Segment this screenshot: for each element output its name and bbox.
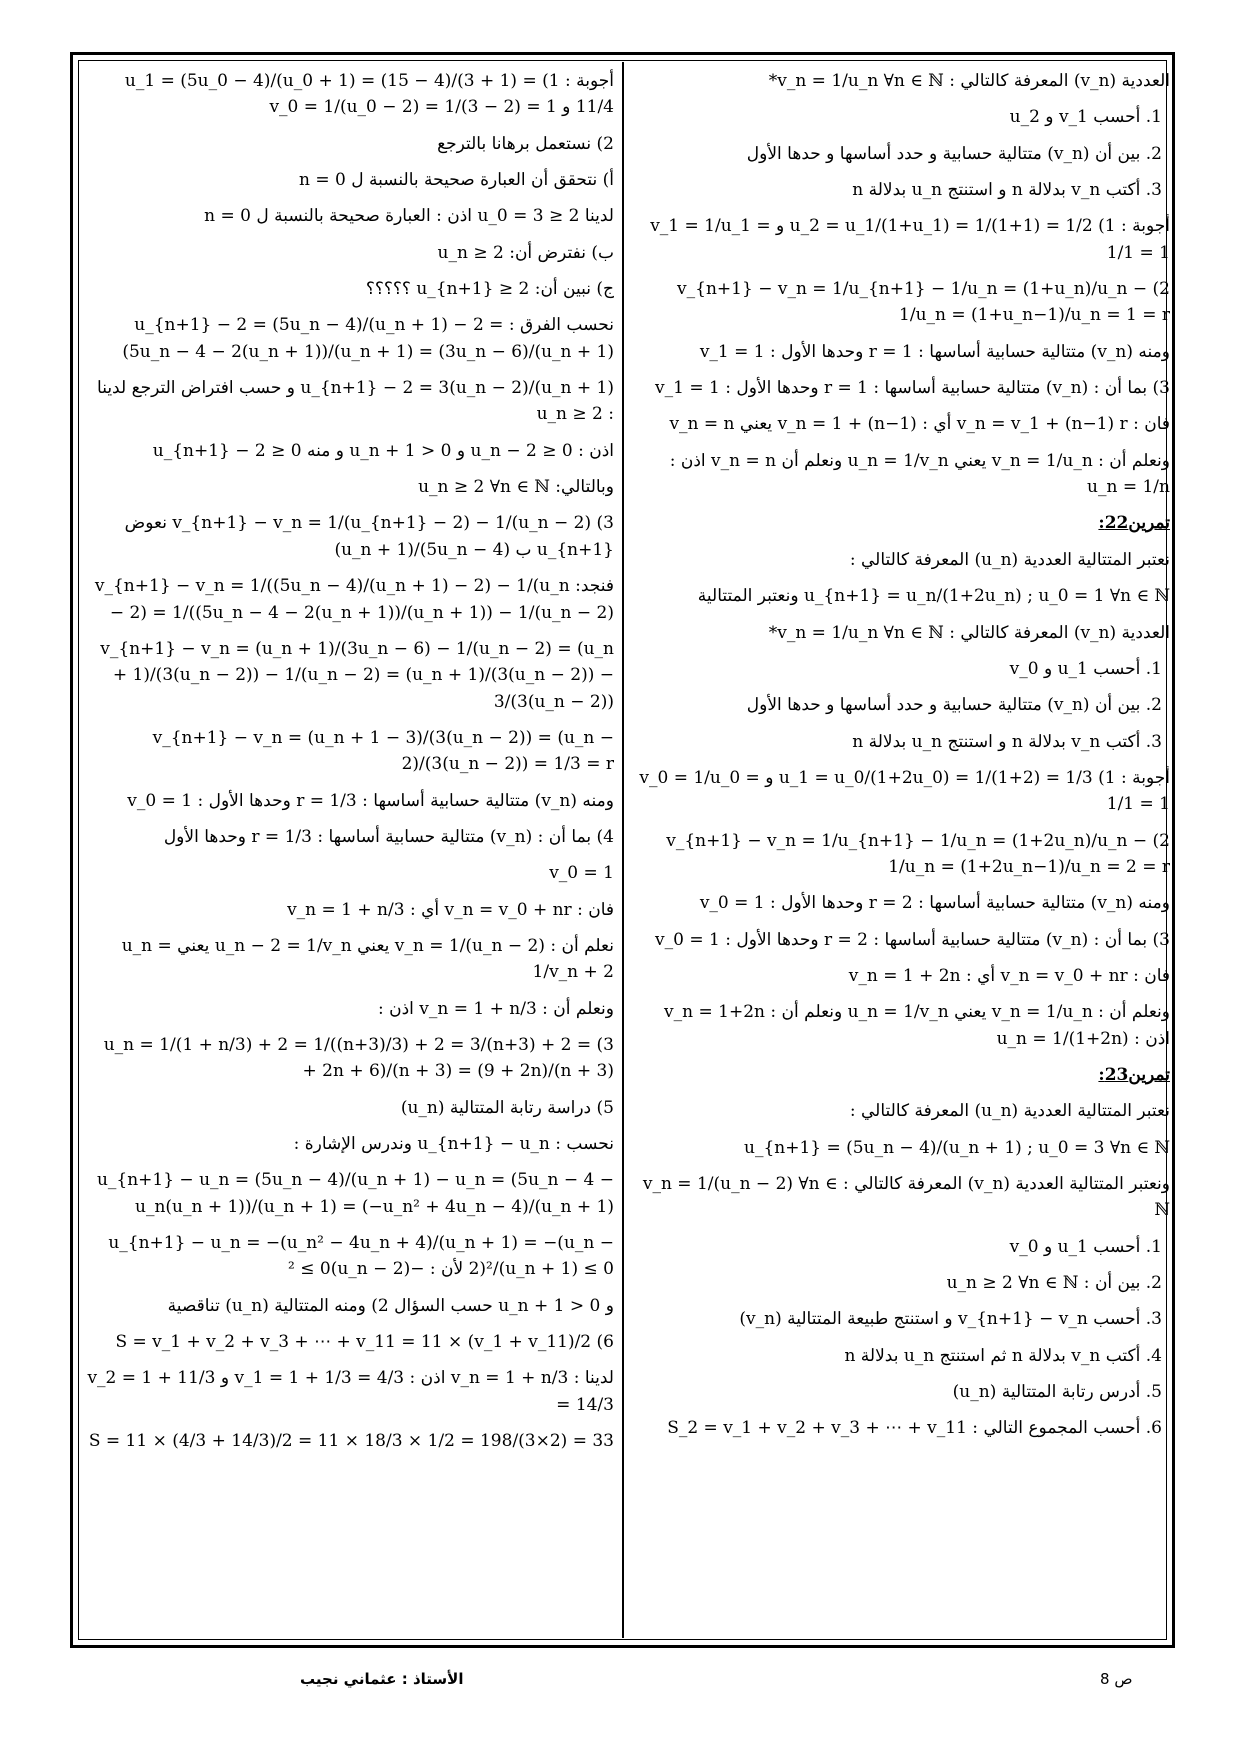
question-line: 6. أحسب المجموع التالي : S_2 = v_1 + v_2 + v_3 + ⋯ + v_11 bbox=[667, 1418, 1162, 1439]
exercise-title: تمرين22: bbox=[1098, 513, 1170, 534]
question-line: 4. أكتب v_n بدلالة n ثم استنتج u_n بدلالة n bbox=[844, 1345, 1162, 1366]
right-column bbox=[636, 68, 1170, 1452]
answer-line: لدينا : v_n = 1 + n/3 اذن : v_1 = 1 + 1/3 = 4/3 و v_2 = 1 + 11/3 = 14/3 bbox=[87, 1368, 614, 1415]
question-line: 3. أكتب v_n بدلالة n و استنتج u_n بدلالة n bbox=[852, 731, 1162, 752]
answer-line: u_{n+1} − u_n = (5u_n − 4)/(u_n + 1) − u_n = (5u_n − 4 − u_n(u_n + 1))/(u_n + 1) = (−u_n² + 4u_n − 4)/(u_n + 1) bbox=[96, 1170, 614, 1217]
exercise-title: تمرين23: bbox=[1098, 1064, 1170, 1085]
answer-line: 4) بما أن : (v_n) متتالية حسابية أساسها : r = 1/3 وحدها الأول bbox=[163, 826, 614, 847]
answer-line: 3) v_{n+1} − v_n = 1/(u_{n+1} − 2) − 1/(u_n − 2) نعوض u_{n+1} ب (5u_n − 4)/(u_n + 1) bbox=[124, 513, 614, 560]
answer-line: 3) بما أن : (v_n) متتالية حسابية أساسها : r = 2 وحدها الأول : v_0 = 1 bbox=[655, 929, 1170, 950]
question-line: 3. أكتب v_n بدلالة n و استنتج u_n بدلالة n bbox=[852, 180, 1162, 201]
answer-line: ومنه (v_n) متتالية حسابية أساسها : r = 2 وحدها الأول : v_0 = 1 bbox=[699, 893, 1170, 914]
answer-line: u_{n+1} − 2 = 3(u_n − 2)/(u_n + 1) و حسب افتراض الترجع لدينا : u_n ≥ 2 bbox=[97, 378, 614, 425]
answer-line: ومنه (v_n) متتالية حسابية أساسها : r = 1/3 وحدها الأول : v_0 = 1 bbox=[127, 790, 614, 811]
column-divider bbox=[622, 62, 624, 1638]
text-line: نعتبر المتتالية العددية (u_n) المعرفة كالتالي : bbox=[849, 549, 1170, 570]
answer-line: v_{n+1} − v_n = (u_n + 1 − 3)/(3(u_n − 2)) = (u_n − 2)/(3(u_n − 2)) = 1/3 = r bbox=[152, 727, 614, 775]
answer-line: أجوبة : 1) u_2 = u_1/(1+u_1) = 1/(1+1) = 1/2 و v_1 = 1/u_1 = 1/1 = 1 bbox=[650, 216, 1170, 263]
answer-line: أجوبة : 1) u_1 = (5u_0 − 4)/(u_0 + 1) = (15 − 4)/(3 + 1) = 11/4 و v_0 = 1/(u_0 − 2) = 1/(3 − 2) = 1 bbox=[124, 71, 614, 118]
question-line: 5. أدرس رتابة المتتالية (u_n) bbox=[952, 1382, 1162, 1403]
answer-line: فان : v_n = v_0 + nr أي : v_n = 1 + n/3 bbox=[287, 899, 614, 920]
answer-line: ونعلم أن : v_n = 1 + n/3 اذن : bbox=[377, 998, 614, 1019]
answer-line: u_n = 1/(1 + n/3) + 2 = 1/((n+3)/3) + 2 = 3/(n+3) + 2 = (3 + 2n + 6)/(n + 3) = (9 + 2n)/(n + 3) bbox=[103, 1034, 614, 1082]
answer-line: نحسب الفرق : u_{n+1} − 2 = (5u_n − 4)/(u_n + 1) − 2 = (5u_n − 4 − 2(u_n + 1))/(u_n + 1) = (3u_n − 6)/(u_n + 1) bbox=[122, 315, 614, 362]
answer-line: و u_n + 1 > 0 حسب السؤال 2) ومنه المتتالية (u_n) تناقصية bbox=[167, 1295, 614, 1316]
answer-line: 3) بما أن : (v_n) متتالية حسابية أساسها : r = 1 وحدها الأول : v_1 = 1 bbox=[655, 378, 1170, 399]
text-line: نعتبر المتتالية العددية (u_n) المعرفة كالتالي : bbox=[849, 1101, 1170, 1122]
answer-line: v_{n+1} − v_n = (u_n + 1)/(3u_n − 6) − 1/(u_n − 2) = (u_n + 1)/(3(u_n − 2)) − 1/(u_n − 2) = (u_n + 1)/(3(u_n − 2)) − 3/(3(u_n − 2)) bbox=[100, 638, 614, 712]
question-line: 2. بين أن : u_n ≥ 2 ∀n ∈ ℕ bbox=[946, 1273, 1162, 1294]
answer-line: فان : v_n = v_1 + (n−1) r أي : v_n = 1 + (n−1) يعني v_n = n bbox=[669, 414, 1170, 435]
answer-line: أجوبة : 1) u_1 = u_0/(1+2u_0) = 1/(1+2) = 1/3 و v_0 = 1/u_0 = 1/1 = 1 bbox=[639, 767, 1170, 815]
question-line: 2. بين أن (v_n) متتالية حسابية و حدد أساسها و حدها الأول bbox=[746, 143, 1162, 164]
answer-line: ب) نفترض أن: u_n ≥ 2 bbox=[437, 242, 614, 263]
answer-line: 2) نستعمل برهانا بالترجع bbox=[437, 133, 614, 154]
answer-line: ونعلم أن : v_n = 1/u_n يعني u_n = 1/v_n ونعلم أن : v_n = 1+2n اذن : u_n = 1/(1+2n) bbox=[664, 1002, 1170, 1049]
text-line: ونعتبر المتتالية العددية (v_n) المعرفة كالتالي : v_n = 1/(u_n − 2) ∀n ∈ ℕ bbox=[642, 1174, 1170, 1221]
question-line: 1. أحسب u_1 و v_0 bbox=[1009, 1236, 1162, 1257]
answer-line: وبالتالي: u_n ≥ 2 ∀n ∈ ℕ bbox=[418, 477, 614, 498]
question-line: 1. أحسب v_1 و u_2 bbox=[1009, 107, 1162, 128]
answer-line: فنجد: v_{n+1} − v_n = 1/((5u_n − 4)/(u_n + 1) − 2) − 1/(u_n − 2) = 1/((5u_n − 4 − 2(u_n + 1))/(u_n + 1)) − 1/(u_n − 2) bbox=[94, 576, 614, 623]
question-line: 2. بين أن (v_n) متتالية حسابية و حدد أساسها و حدها الأول bbox=[746, 695, 1162, 716]
left-column bbox=[86, 68, 614, 1464]
answer-line: أ) نتحقق أن العبارة صحيحة بالنسبة ل n = 0 bbox=[299, 170, 614, 191]
question-line: 1. أحسب u_1 و v_0 bbox=[1009, 658, 1162, 679]
answer-line: 6) S = v_1 + v_2 + v_3 + ⋯ + v_11 = 11 × (v_1 + v_11)/2 bbox=[115, 1332, 614, 1353]
answer-line: 5) دراسة رتابة المتتالية (u_n) bbox=[400, 1097, 614, 1118]
answer-line: ومنه (v_n) متتالية حسابية أساسها : r = 1 وحدها الأول : v_1 = 1 bbox=[699, 341, 1170, 362]
answer-line: 2) v_{n+1} − v_n = 1/u_{n+1} − 1/u_n = (1+2u_n)/u_n − 1/u_n = (1+2u_n−1)/u_n = 2 = r bbox=[666, 830, 1170, 877]
text-line: u_{n+1} = u_n/(1+2u_n) ; u_0 = 1 ∀n ∈ ℕ ونعتبر المتتالية bbox=[697, 586, 1170, 607]
question-line: 3. أحسب v_{n+1} − v_n و استنتج طبيعة المتتالية (v_n) bbox=[739, 1309, 1162, 1330]
author-name: الأستاذ : عثماني نجيب bbox=[300, 1670, 464, 1688]
answer-line: v_0 = 1 bbox=[549, 863, 614, 884]
answer-line: نحسب : u_{n+1} − u_n وندرس الإشارة : bbox=[293, 1134, 614, 1154]
answer-line: u_{n+1} − u_n = −(u_n² − 4u_n + 4)/(u_n + 1) = −(u_n − 2)²/(u_n + 1) ≤ 0 لأن : −(u_n − 2)² ≤ 0 bbox=[108, 1233, 614, 1280]
answer-line: نعلم أن : v_n = 1/(u_n − 2) يعني u_n − 2 = 1/v_n يعني u_n = 1/v_n + 2 bbox=[121, 935, 614, 983]
answer-line: لدينا u_0 = 3 ≥ 2 اذن : العبارة صحيحة بالنسبة ل n = 0 bbox=[204, 206, 614, 227]
answer-line: 2) v_{n+1} − v_n = 1/u_{n+1} − 1/u_n = (1+u_n)/u_n − 1/u_n = (1+u_n−1)/u_n = 1 = r bbox=[677, 279, 1170, 326]
text-line: العددية (v_n) المعرفة كالتالي : v_n = 1/u_n ∀n ∈ ℕ* bbox=[768, 71, 1170, 91]
text-line: العددية (v_n) المعرفة كالتالي : v_n = 1/u_n ∀n ∈ ℕ* bbox=[768, 622, 1170, 643]
answer-line: اذن : u_n − 2 ≥ 0 و u_n + 1 > 0 و منه u_{n+1} − 2 ≥ 0 bbox=[152, 440, 614, 461]
answer-line: فان : v_n = v_0 + nr أي : v_n = 1 + 2n bbox=[848, 965, 1170, 986]
answer-line: S = 11 × (4/3 + 14/3)/2 = 11 × 18/3 × 1/2 = 198/(3×2) = 33 bbox=[88, 1431, 614, 1452]
answer-line: ونعلم أن : v_n = 1/u_n يعني u_n = 1/v_n ونعلم أن v_n = n اذن : u_n = 1/n bbox=[669, 450, 1170, 498]
page-number: ص 8 bbox=[1100, 1670, 1133, 1688]
answer-line: ج) نبين أن: u_{n+1} ≥ 2 ؟؟؟؟؟ bbox=[365, 279, 614, 300]
text-line: u_{n+1} = (5u_n − 4)/(u_n + 1) ; u_0 = 3 ∀n ∈ ℕ bbox=[744, 1137, 1170, 1158]
